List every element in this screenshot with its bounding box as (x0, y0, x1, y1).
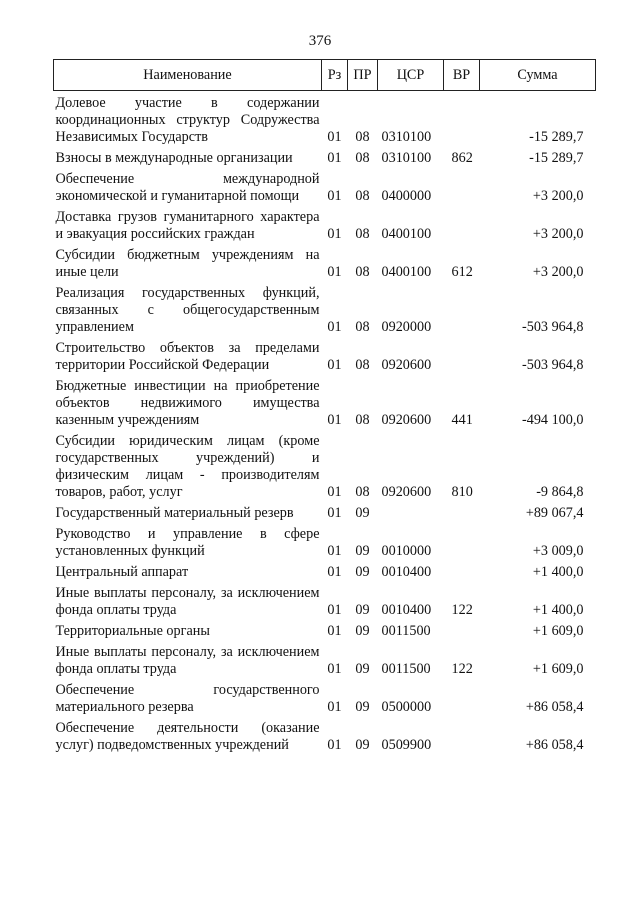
row-rz: 01 (327, 505, 342, 521)
row-pr: 08 (355, 264, 370, 280)
row-name: Обеспечение государственного материального резерва (55, 682, 320, 715)
row-pr: 08 (355, 319, 370, 335)
row-pr: 09 (355, 505, 370, 521)
row-name: Руководство и управление в сфере установленных функций (55, 526, 320, 559)
table-header-row (54, 60, 596, 91)
row-vr (444, 205, 480, 243)
row-vr (444, 619, 480, 640)
row-name: Долевое участие в содержании координационных структур Содружества Независимых Государств (55, 95, 320, 145)
row-sum: -9 864,8 (536, 484, 584, 500)
table-row (54, 716, 596, 754)
row-rz: 01 (327, 661, 342, 677)
row-rz: 01 (327, 357, 342, 373)
table-row (54, 522, 596, 560)
row-rz: 01 (327, 564, 342, 580)
row-name: Бюджетные инвестиции на приобретение объектов недвижимого имущества казенным учреждениям (55, 378, 320, 428)
row-csr: 0920000 (381, 319, 432, 335)
row-csr: 0310100 (381, 129, 432, 145)
row-sum: -15 289,7 (529, 150, 584, 166)
table-row (54, 281, 596, 336)
row-rz: 01 (327, 129, 342, 145)
row-sum: +3 200,0 (532, 264, 584, 280)
table-row (54, 501, 596, 522)
row-vr (444, 716, 480, 754)
row-rz: 01 (327, 226, 342, 242)
row-sum: +86 058,4 (525, 699, 584, 715)
header-csr: ЦСР (378, 60, 444, 91)
row-csr: 0011500 (381, 661, 431, 677)
row-sum: +3 200,0 (532, 188, 584, 204)
row-vr (444, 281, 480, 336)
row-pr: 08 (355, 226, 370, 242)
row-csr: 0920600 (381, 412, 432, 428)
row-name: Обеспечение международной экономической и гуманитарной помощи (55, 171, 320, 204)
row-name: Субсидии юридическим лицам (кроме государственных учреждений) и физическим лицам - производителям товаров, работ, услуг (55, 433, 320, 500)
row-pr: 08 (355, 188, 370, 204)
header-name: Наименование (54, 60, 322, 91)
budget-table (53, 59, 596, 754)
row-name: Иные выплаты персоналу, за исключением фонда оплаты труда (55, 644, 320, 677)
row-csr: 0010000 (381, 543, 432, 559)
row-csr: 0310100 (381, 150, 432, 166)
row-csr: 0010400 (381, 602, 432, 618)
row-rz: 01 (327, 264, 342, 280)
row-csr: 0509900 (381, 737, 432, 753)
table-body (54, 91, 596, 755)
row-vr: 612 (451, 264, 473, 280)
row-sum: +1 400,0 (532, 602, 584, 618)
table-row (54, 336, 596, 374)
row-csr: 0500000 (381, 699, 432, 715)
row-vr (444, 560, 480, 581)
row-sum: +1 400,0 (532, 564, 584, 580)
row-sum: +3 200,0 (532, 226, 584, 242)
header-sum: Сумма (480, 60, 596, 91)
table-row (54, 374, 596, 429)
table-row (54, 619, 596, 640)
row-name: Доставка грузов гуманитарного характера и эвакуация российских граждан (55, 209, 320, 242)
row-rz: 01 (327, 737, 342, 753)
row-sum: +86 058,4 (525, 737, 584, 753)
row-pr: 09 (355, 661, 370, 677)
table-row (54, 429, 596, 501)
page-number: 376 (308, 33, 332, 49)
row-csr: 0400000 (381, 188, 432, 204)
table-row (54, 678, 596, 716)
table-row (54, 205, 596, 243)
row-rz: 01 (327, 699, 342, 715)
table-row (54, 146, 596, 167)
row-pr: 08 (355, 129, 370, 145)
row-name: Иные выплаты персоналу, за исключением фонда оплаты труда (55, 585, 320, 618)
row-pr: 08 (355, 484, 370, 500)
row-vr (444, 522, 480, 560)
row-pr: 08 (355, 150, 370, 166)
header-pr: ПР (348, 60, 378, 91)
row-vr: 122 (451, 661, 473, 677)
table-row (54, 91, 596, 147)
row-sum: -503 964,8 (522, 319, 584, 335)
row-csr: 0011500 (381, 623, 431, 639)
table-row (54, 243, 596, 281)
header-vr: ВР (444, 60, 480, 91)
row-rz: 01 (327, 543, 342, 559)
row-vr (444, 167, 480, 205)
row-name: Субсидии бюджетным учреждениям на иные цели (55, 247, 320, 280)
row-vr (444, 336, 480, 374)
row-name: Строительство объектов за пределами территории Российской Федерации (55, 340, 320, 373)
header-rz: Рз (322, 60, 348, 91)
row-pr: 09 (355, 564, 370, 580)
row-csr: 0400100 (381, 226, 432, 242)
row-vr: 441 (451, 412, 473, 428)
row-sum: +89 067,4 (525, 505, 584, 521)
row-vr (444, 501, 480, 522)
row-pr: 09 (355, 699, 370, 715)
row-csr (378, 501, 444, 522)
row-csr: 0400100 (381, 264, 432, 280)
row-pr: 09 (355, 543, 370, 559)
row-name: Государственный материальный резерв (55, 505, 294, 521)
row-vr (444, 678, 480, 716)
row-sum: +3 009,0 (532, 543, 584, 559)
row-pr: 09 (355, 602, 370, 618)
row-csr: 0010400 (381, 564, 432, 580)
row-pr: 08 (355, 412, 370, 428)
row-pr: 09 (355, 623, 370, 639)
row-sum: +1 609,0 (532, 661, 584, 677)
row-pr: 08 (355, 357, 370, 373)
row-rz: 01 (327, 602, 342, 618)
table-row (54, 560, 596, 581)
table-row (54, 167, 596, 205)
row-vr: 862 (451, 150, 473, 166)
row-rz: 01 (327, 623, 342, 639)
row-name: Реализация государственных функций, связанных с общегосударственным управлением (55, 285, 320, 335)
row-pr: 09 (355, 737, 370, 753)
row-rz: 01 (327, 484, 342, 500)
row-rz: 01 (327, 319, 342, 335)
row-sum: -15 289,7 (529, 129, 584, 145)
row-vr: 810 (451, 484, 473, 500)
row-name: Территориальные органы (55, 623, 210, 639)
row-csr: 0920600 (381, 484, 432, 500)
row-rz: 01 (327, 412, 342, 428)
row-sum: -503 964,8 (522, 357, 584, 373)
row-name: Центральный аппарат (55, 564, 189, 580)
row-name: Обеспечение деятельности (оказание услуг) подведомственных учреждений (55, 720, 320, 753)
row-sum: +1 609,0 (532, 623, 584, 639)
row-vr: 122 (451, 602, 473, 618)
table-row (54, 581, 596, 619)
table-row (54, 640, 596, 678)
row-name: Взносы в международные организации (55, 150, 293, 166)
row-rz: 01 (327, 150, 342, 166)
row-rz: 01 (327, 188, 342, 204)
row-vr (444, 91, 480, 147)
row-csr: 0920600 (381, 357, 432, 373)
row-sum: -494 100,0 (522, 412, 584, 428)
